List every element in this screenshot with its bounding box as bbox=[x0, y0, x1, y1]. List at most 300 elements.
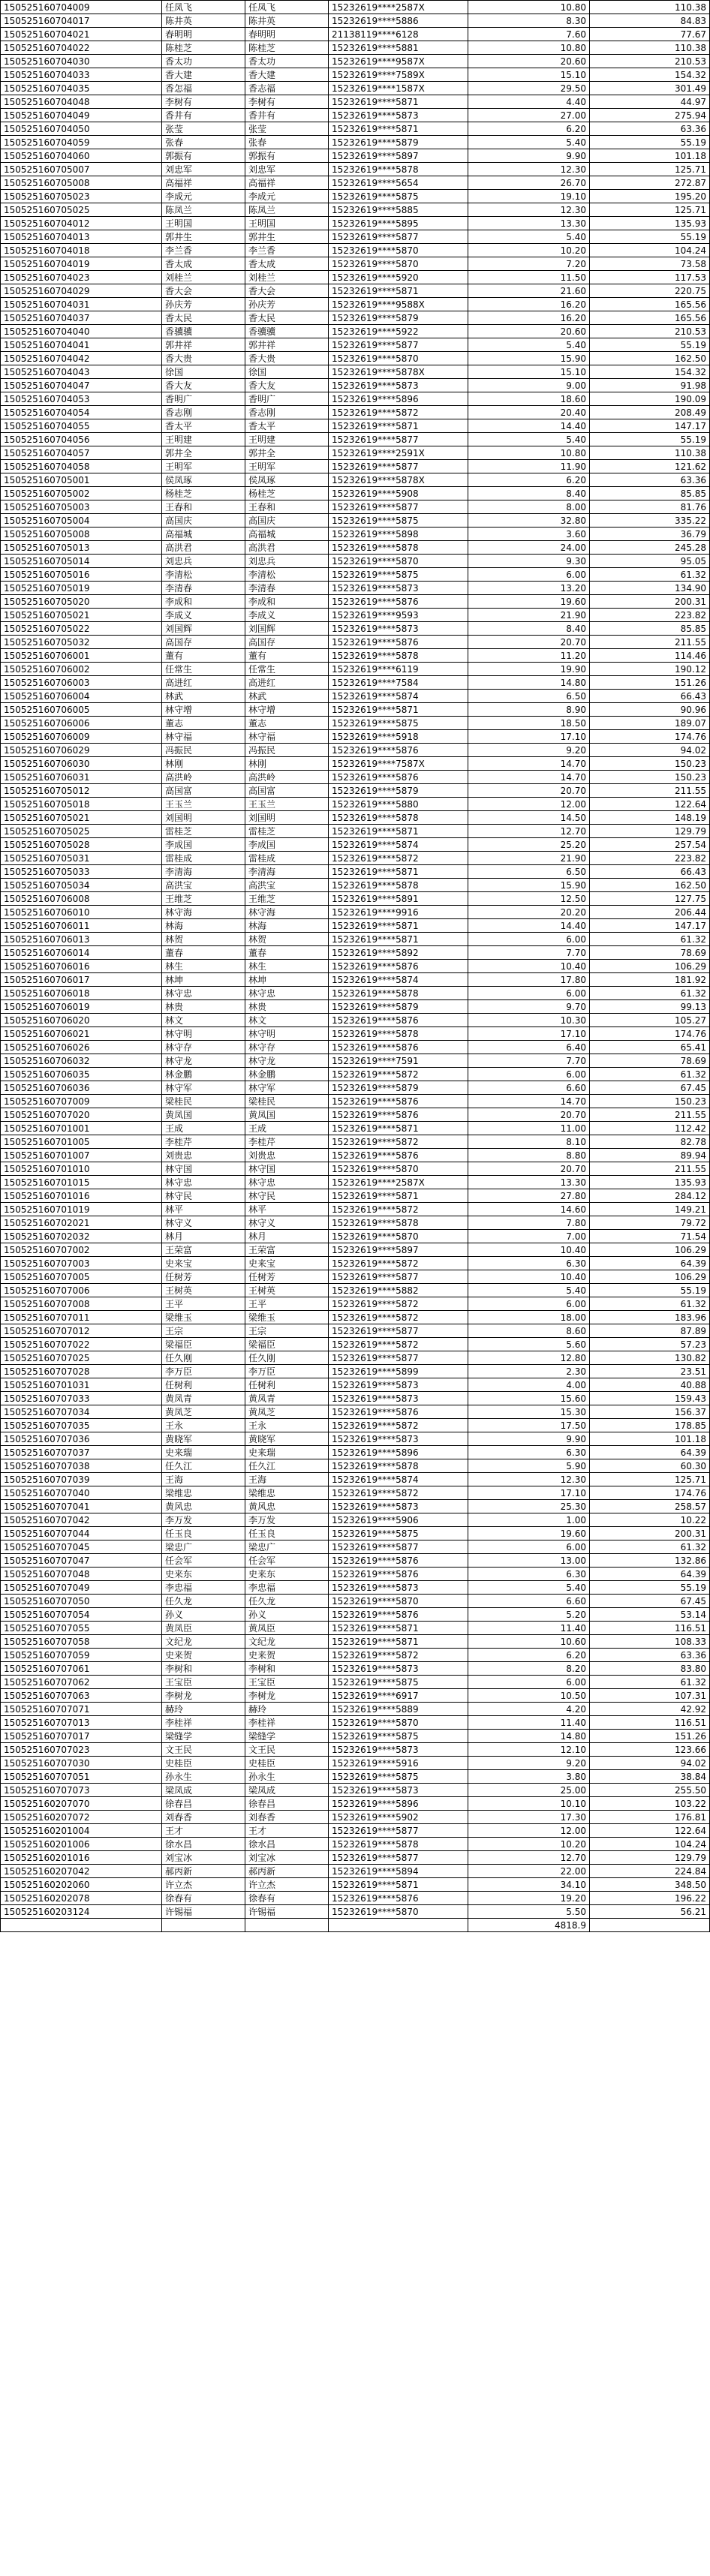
table-row bbox=[1, 852, 710, 865]
area-cell: 11.50 bbox=[468, 271, 590, 284]
table-row bbox=[1, 1351, 710, 1365]
farmer-name-cell: 王荣富 bbox=[245, 1243, 329, 1257]
farmer-name-cell: 文纪龙 bbox=[245, 1635, 329, 1649]
id-number-cell: 15232619****5872 bbox=[329, 1311, 468, 1324]
household-id-cell: 150525160706001 bbox=[1, 649, 162, 663]
id-number-cell: 15232619****5875 bbox=[329, 1730, 468, 1743]
area-cell: 19.60 bbox=[468, 1527, 590, 1540]
table-row bbox=[1, 825, 710, 838]
table-row bbox=[1, 1432, 710, 1446]
household-id-cell: 150525160707023 bbox=[1, 1743, 162, 1757]
farmer-name-cell: 梁忠广 bbox=[245, 1540, 329, 1554]
contractor-name-cell: 高洪君 bbox=[162, 541, 245, 555]
farmer-name-cell: 任久江 bbox=[245, 1459, 329, 1473]
amount-cell: 211.55 bbox=[590, 1162, 710, 1176]
area-cell: 6.30 bbox=[468, 1446, 590, 1459]
household-id-cell: 150525160701019 bbox=[1, 1203, 162, 1216]
household-id-cell: 150525160704037 bbox=[1, 311, 162, 325]
farmer-name-cell: 王宝臣 bbox=[245, 1676, 329, 1689]
area-cell: 9.00 bbox=[468, 379, 590, 392]
table-row bbox=[1, 1824, 710, 1838]
contractor-name-cell: 李成和 bbox=[162, 595, 245, 609]
amount-cell: 200.31 bbox=[590, 595, 710, 609]
amount-cell: 122.64 bbox=[590, 798, 710, 811]
farmer-name-cell: 香骥骥 bbox=[245, 325, 329, 338]
contractor-name-cell: 李树有 bbox=[162, 95, 245, 109]
farmer-name-cell: 史来东 bbox=[245, 1568, 329, 1581]
farmer-name-cell: 郭井全 bbox=[245, 446, 329, 460]
farmer-name-cell: 郭井祥 bbox=[245, 338, 329, 352]
table-row bbox=[1, 771, 710, 784]
amount-cell: 135.93 bbox=[590, 217, 710, 230]
id-number-cell: 15232619****2587X bbox=[329, 1, 468, 14]
table-row bbox=[1, 663, 710, 676]
household-id-cell: 150525160705021 bbox=[1, 811, 162, 825]
table-row bbox=[1, 1365, 710, 1378]
area-cell: 8.90 bbox=[468, 703, 590, 717]
area-cell: 19.20 bbox=[468, 1892, 590, 1905]
id-number-cell: 15232619****5876 bbox=[329, 1554, 468, 1568]
household-id-cell: 150525160707048 bbox=[1, 1568, 162, 1581]
area-cell: 2.30 bbox=[468, 1365, 590, 1378]
amount-cell: 67.45 bbox=[590, 1081, 710, 1095]
household-id-cell: 150525160701001 bbox=[1, 1122, 162, 1135]
farmer-name-cell: 刘国辉 bbox=[245, 622, 329, 636]
table-row bbox=[1, 1689, 710, 1703]
amount-cell: 210.53 bbox=[590, 325, 710, 338]
contractor-name-cell: 刘贵忠 bbox=[162, 1149, 245, 1162]
amount-cell: 44.97 bbox=[590, 95, 710, 109]
area-cell: 7.20 bbox=[468, 257, 590, 271]
household-id-cell: 150525160706029 bbox=[1, 744, 162, 757]
household-id-cell: 150525160705022 bbox=[1, 622, 162, 636]
id-number-cell: 15232619****5876 bbox=[329, 1041, 468, 1054]
household-id-cell: 150525160704043 bbox=[1, 365, 162, 379]
id-number-cell: 15232619****5871 bbox=[329, 933, 468, 946]
id-number-cell: 15232619****5872 bbox=[329, 1338, 468, 1351]
farmer-name-cell: 林守明 bbox=[245, 1027, 329, 1041]
amount-cell: 147.17 bbox=[590, 419, 710, 433]
amount-cell: 87.89 bbox=[590, 1324, 710, 1338]
amount-cell: 65.41 bbox=[590, 1041, 710, 1054]
household-id-cell: 150525160705014 bbox=[1, 555, 162, 568]
area-cell: 20.70 bbox=[468, 636, 590, 649]
contractor-name-cell: 史来瑞 bbox=[162, 1446, 245, 1459]
household-id-cell: 150525160706020 bbox=[1, 1014, 162, 1027]
table-row bbox=[1, 28, 710, 41]
contractor-name-cell: 王海 bbox=[162, 1473, 245, 1486]
household-id-cell: 150525160707061 bbox=[1, 1662, 162, 1676]
farmer-name-cell: 刘贵忠 bbox=[245, 1149, 329, 1162]
amount-cell: 63.36 bbox=[590, 1649, 710, 1662]
contractor-name-cell: 高福祥 bbox=[162, 176, 245, 190]
id-number-cell: 15232619****5877 bbox=[329, 1851, 468, 1865]
table-row bbox=[1, 257, 710, 271]
area-cell: 3.80 bbox=[468, 1770, 590, 1784]
id-number-cell: 15232619****5897 bbox=[329, 149, 468, 163]
contractor-name-cell: 梁忠广 bbox=[162, 1540, 245, 1554]
table-row bbox=[1, 14, 710, 28]
area-cell: 10.50 bbox=[468, 1689, 590, 1703]
id-number-cell: 15232619****5871 bbox=[329, 1189, 468, 1203]
id-number-cell: 15232619****5874 bbox=[329, 973, 468, 987]
amount-cell: 66.43 bbox=[590, 865, 710, 879]
contractor-name-cell: 郭井生 bbox=[162, 230, 245, 244]
farmer-name-cell: 王明建 bbox=[245, 433, 329, 446]
table-row bbox=[1, 1649, 710, 1662]
household-id-cell: 150525160706030 bbox=[1, 757, 162, 771]
id-number-cell: 15232619****5875 bbox=[329, 514, 468, 528]
table-row bbox=[1, 1486, 710, 1500]
area-cell: 10.10 bbox=[468, 1797, 590, 1811]
farmer-name-cell: 徐国 bbox=[245, 365, 329, 379]
id-number-cell: 15232619****5870 bbox=[329, 352, 468, 365]
id-number-cell: 15232619****5878 bbox=[329, 1216, 468, 1230]
contractor-name-cell: 郝丙新 bbox=[162, 1865, 245, 1878]
table-row bbox=[1, 1622, 710, 1635]
contractor-name-cell: 冯振民 bbox=[162, 744, 245, 757]
id-number-cell: 15232619****5877 bbox=[329, 460, 468, 473]
table-row bbox=[1, 1905, 710, 1919]
farmer-name-cell: 林贵 bbox=[245, 1000, 329, 1014]
contractor-name-cell: 王玉兰 bbox=[162, 798, 245, 811]
household-id-cell: 150525160705002 bbox=[1, 487, 162, 500]
area-cell: 29.50 bbox=[468, 82, 590, 95]
id-number-cell: 15232619****5870 bbox=[329, 1230, 468, 1243]
area-cell: 4.20 bbox=[468, 1703, 590, 1716]
farmer-name-cell: 香明广 bbox=[245, 392, 329, 406]
area-cell: 14.80 bbox=[468, 1730, 590, 1743]
contractor-name-cell: 雷桂芝 bbox=[162, 825, 245, 838]
table-row bbox=[1, 1730, 710, 1743]
farmer-name-cell: 黄风忠 bbox=[245, 1500, 329, 1513]
contractor-name-cell: 郭井祥 bbox=[162, 338, 245, 352]
contractor-name-cell: 香太民 bbox=[162, 311, 245, 325]
farmer-name-cell: 林守龙 bbox=[245, 1054, 329, 1068]
table-row bbox=[1, 1703, 710, 1716]
household-id-cell: 150525160702021 bbox=[1, 1216, 162, 1230]
amount-cell: 122.64 bbox=[590, 1824, 710, 1838]
household-id-cell: 150525160704018 bbox=[1, 244, 162, 257]
contractor-name-cell: 杨桂芝 bbox=[162, 487, 245, 500]
area-cell: 14.70 bbox=[468, 771, 590, 784]
farmer-name-cell: 黄凤国 bbox=[245, 1108, 329, 1122]
farmer-name-cell: 梁凤成 bbox=[245, 1784, 329, 1797]
id-number-cell: 15232619****5871 bbox=[329, 1878, 468, 1892]
table-row bbox=[1, 1608, 710, 1622]
contractor-name-cell: 董有 bbox=[162, 649, 245, 663]
household-id-cell: 150525160705008 bbox=[1, 176, 162, 190]
household-id-cell: 150525160705021 bbox=[1, 609, 162, 622]
id-number-cell: 15232619****5879 bbox=[329, 1000, 468, 1014]
table-row bbox=[1, 1378, 710, 1392]
household-id-cell: 150525160704055 bbox=[1, 419, 162, 433]
farmer-name-cell: 郭井生 bbox=[245, 230, 329, 244]
farmer-name-cell: 史桂臣 bbox=[245, 1757, 329, 1770]
farmer-name-cell: 林守忠 bbox=[245, 1176, 329, 1189]
amount-cell: 61.32 bbox=[590, 1068, 710, 1081]
contractor-name-cell: 黄凤国 bbox=[162, 1108, 245, 1122]
amount-cell: 64.39 bbox=[590, 1568, 710, 1581]
farmer-name-cell: 林守忠 bbox=[245, 987, 329, 1000]
amount-cell: 245.28 bbox=[590, 541, 710, 555]
area-cell: 9.20 bbox=[468, 744, 590, 757]
table-row bbox=[1, 919, 710, 933]
area-cell: 6.60 bbox=[468, 1081, 590, 1095]
farmer-name-cell: 郭振有 bbox=[245, 149, 329, 163]
id-number-cell: 15232619****5916 bbox=[329, 1757, 468, 1770]
amount-cell: 129.79 bbox=[590, 825, 710, 838]
contractor-name-cell: 林海 bbox=[162, 919, 245, 933]
area-cell: 6.20 bbox=[468, 1649, 590, 1662]
area-cell: 13.30 bbox=[468, 217, 590, 230]
farmer-name-cell: 杨桂芝 bbox=[245, 487, 329, 500]
household-id-cell: 150525160707038 bbox=[1, 1459, 162, 1473]
household-id-cell: 150525160705012 bbox=[1, 784, 162, 798]
area-cell: 1.00 bbox=[468, 1513, 590, 1527]
area-cell: 5.40 bbox=[468, 433, 590, 446]
contractor-name-cell: 林守忠 bbox=[162, 1176, 245, 1189]
amount-cell: 99.13 bbox=[590, 1000, 710, 1014]
table-row bbox=[1, 1865, 710, 1878]
farmer-name-cell: 李成国 bbox=[245, 838, 329, 852]
contractor-name-cell: 香太平 bbox=[162, 419, 245, 433]
farmer-name-cell: 高洪君 bbox=[245, 541, 329, 555]
area-cell: 14.60 bbox=[468, 1203, 590, 1216]
table-row bbox=[1, 636, 710, 649]
amount-cell: 85.85 bbox=[590, 487, 710, 500]
area-cell: 10.80 bbox=[468, 1, 590, 14]
household-id-cell: 150525160707035 bbox=[1, 1419, 162, 1432]
household-id-cell: 150525160707047 bbox=[1, 1554, 162, 1568]
farmer-name-cell: 刘忠兵 bbox=[245, 555, 329, 568]
table-row bbox=[1, 1581, 710, 1595]
farmer-name-cell: 林守军 bbox=[245, 1081, 329, 1095]
household-id-cell: 150525160704040 bbox=[1, 325, 162, 338]
farmer-name-cell: 冯振民 bbox=[245, 744, 329, 757]
table-row bbox=[1, 717, 710, 730]
household-id-cell: 150525160706010 bbox=[1, 906, 162, 919]
area-cell: 10.20 bbox=[468, 1838, 590, 1851]
id-number-cell: 15232619****5870 bbox=[329, 244, 468, 257]
id-number-cell: 15232619****5876 bbox=[329, 1405, 468, 1419]
amount-cell: 165.56 bbox=[590, 311, 710, 325]
farmer-name-cell: 林海 bbox=[245, 919, 329, 933]
contractor-name-cell: 高国庆 bbox=[162, 514, 245, 528]
amount-cell: 223.82 bbox=[590, 609, 710, 622]
contractor-name-cell: 林贺 bbox=[162, 933, 245, 946]
farmer-name-cell: 林坤 bbox=[245, 973, 329, 987]
amount-cell: 130.82 bbox=[590, 1351, 710, 1365]
household-id-cell: 150525160705016 bbox=[1, 568, 162, 582]
farmer-name-cell: 王明军 bbox=[245, 460, 329, 473]
household-id-cell: 150525160704029 bbox=[1, 284, 162, 298]
contractor-name-cell: 王才 bbox=[162, 1824, 245, 1838]
table-row bbox=[1, 230, 710, 244]
household-id-cell: 150525160706036 bbox=[1, 1081, 162, 1095]
area-cell: 13.00 bbox=[468, 1554, 590, 1568]
table-row bbox=[1, 1311, 710, 1324]
farmer-name-cell: 侯凤琢 bbox=[245, 473, 329, 487]
id-number-cell: 15232619****5877 bbox=[329, 1540, 468, 1554]
area-cell: 6.00 bbox=[468, 1540, 590, 1554]
area-cell: 5.90 bbox=[468, 1459, 590, 1473]
table-row bbox=[1, 973, 710, 987]
table-row bbox=[1, 271, 710, 284]
table-row bbox=[1, 1068, 710, 1081]
farmer-name-cell: 香志福 bbox=[245, 82, 329, 95]
farmer-name-cell: 李桂芹 bbox=[245, 1135, 329, 1149]
contractor-name-cell: 王春和 bbox=[162, 500, 245, 514]
table-row bbox=[1, 1838, 710, 1851]
farmer-name-cell: 刘春香 bbox=[245, 1811, 329, 1824]
table-row bbox=[1, 325, 710, 338]
id-number-cell: 15232619****5879 bbox=[329, 311, 468, 325]
area-cell: 15.60 bbox=[468, 1392, 590, 1405]
contractor-name-cell: 刘忠兵 bbox=[162, 555, 245, 568]
contractor-name-cell: 林守国 bbox=[162, 1162, 245, 1176]
table-row bbox=[1, 1419, 710, 1432]
household-id-cell: 150525160704013 bbox=[1, 230, 162, 244]
id-number-cell: 15232619****5878 bbox=[329, 811, 468, 825]
area-cell: 6.00 bbox=[468, 1068, 590, 1081]
household-id-cell: 150525160707073 bbox=[1, 1784, 162, 1797]
contractor-name-cell: 林坤 bbox=[162, 973, 245, 987]
household-id-cell: 150525160705020 bbox=[1, 595, 162, 609]
household-id-cell: 150525160707059 bbox=[1, 1649, 162, 1662]
amount-cell bbox=[590, 1919, 710, 1932]
area-cell: 9.70 bbox=[468, 1000, 590, 1014]
area-cell: 24.00 bbox=[468, 541, 590, 555]
id-number-cell: 15232619****9588X bbox=[329, 298, 468, 311]
amount-cell: 55.19 bbox=[590, 1284, 710, 1297]
table-row bbox=[1, 1243, 710, 1257]
id-number-cell: 15232619****5881 bbox=[329, 41, 468, 55]
id-number-cell: 15232619****5899 bbox=[329, 1365, 468, 1378]
contractor-name-cell: 王宗 bbox=[162, 1324, 245, 1338]
id-number-cell: 15232619****5873 bbox=[329, 1662, 468, 1676]
farmer-name-cell: 王海 bbox=[245, 1473, 329, 1486]
household-id-cell: 150525160704048 bbox=[1, 95, 162, 109]
area-cell: 8.10 bbox=[468, 1135, 590, 1149]
household-id-cell: 150525160704033 bbox=[1, 68, 162, 82]
area-cell: 7.60 bbox=[468, 28, 590, 41]
id-number-cell: 15232619****5873 bbox=[329, 1500, 468, 1513]
contractor-name-cell: 雷桂成 bbox=[162, 852, 245, 865]
area-cell: 14.80 bbox=[468, 676, 590, 690]
table-row bbox=[1, 1135, 710, 1149]
farmer-name-cell: 高国存 bbox=[245, 636, 329, 649]
household-id-cell: 150525160707063 bbox=[1, 1689, 162, 1703]
amount-cell: 132.86 bbox=[590, 1554, 710, 1568]
amount-cell: 101.18 bbox=[590, 149, 710, 163]
table-row bbox=[1, 879, 710, 892]
area-cell: 3.60 bbox=[468, 528, 590, 541]
amount-cell: 106.29 bbox=[590, 960, 710, 973]
table-row bbox=[1, 487, 710, 500]
id-number-cell: 15232619****5885 bbox=[329, 203, 468, 217]
household-id-cell: 150525160705025 bbox=[1, 825, 162, 838]
farmer-name-cell: 任树芳 bbox=[245, 1270, 329, 1284]
contractor-name-cell: 香太功 bbox=[162, 55, 245, 68]
farmer-name-cell: 张莹 bbox=[245, 122, 329, 136]
table-row bbox=[1, 1811, 710, 1824]
area-cell: 15.10 bbox=[468, 365, 590, 379]
table-row bbox=[1, 190, 710, 203]
table-row bbox=[1, 1176, 710, 1189]
amount-cell: 23.51 bbox=[590, 1365, 710, 1378]
amount-cell: 257.54 bbox=[590, 838, 710, 852]
id-number-cell: 15232619****5871 bbox=[329, 1122, 468, 1135]
amount-cell: 220.75 bbox=[590, 284, 710, 298]
id-number-cell: 15232619****6917 bbox=[329, 1689, 468, 1703]
farmer-name-cell: 高洪宝 bbox=[245, 879, 329, 892]
id-number-cell: 15232619****5873 bbox=[329, 622, 468, 636]
contractor-name-cell: 林平 bbox=[162, 1203, 245, 1216]
area-cell: 7.80 bbox=[468, 1216, 590, 1230]
amount-cell: 255.50 bbox=[590, 1784, 710, 1797]
household-id-cell: 150525160705007 bbox=[1, 163, 162, 176]
area-cell: 25.00 bbox=[468, 1784, 590, 1797]
household-id-cell: 150525160706021 bbox=[1, 1027, 162, 1041]
id-number-cell: 15232619****5894 bbox=[329, 1865, 468, 1878]
id-number-cell: 15232619****5898 bbox=[329, 528, 468, 541]
amount-cell: 108.33 bbox=[590, 1635, 710, 1649]
area-cell: 8.40 bbox=[468, 487, 590, 500]
amount-cell: 81.76 bbox=[590, 500, 710, 514]
area-cell: 13.30 bbox=[468, 1176, 590, 1189]
id-number-cell: 15232619****5877 bbox=[329, 338, 468, 352]
amount-cell: 63.36 bbox=[590, 122, 710, 136]
contractor-name-cell: 梁维玉 bbox=[162, 1311, 245, 1324]
contractor-name-cell: 任久刚 bbox=[162, 1351, 245, 1365]
household-id-cell: 150525160706002 bbox=[1, 663, 162, 676]
id-number-cell: 15232619****5873 bbox=[329, 1378, 468, 1392]
id-number-cell: 15232619****5871 bbox=[329, 1635, 468, 1649]
household-id-cell: 150525160701015 bbox=[1, 1176, 162, 1189]
household-id-cell: 150525160207070 bbox=[1, 1797, 162, 1811]
area-cell: 11.00 bbox=[468, 1122, 590, 1135]
farmer-name-cell: 李清松 bbox=[245, 568, 329, 582]
amount-cell: 134.90 bbox=[590, 582, 710, 595]
amount-cell: 159.43 bbox=[590, 1392, 710, 1405]
household-id-cell: 150525160705008 bbox=[1, 528, 162, 541]
farmer-name-cell: 刘忠军 bbox=[245, 163, 329, 176]
total-row bbox=[1, 1919, 710, 1932]
table-row bbox=[1, 433, 710, 446]
area-cell: 6.30 bbox=[468, 1568, 590, 1581]
contractor-name-cell: 林守义 bbox=[162, 1216, 245, 1230]
amount-cell: 125.71 bbox=[590, 203, 710, 217]
farmer-name-cell: 李树和 bbox=[245, 1662, 329, 1676]
household-id-cell: 150525160707006 bbox=[1, 1284, 162, 1297]
contractor-name-cell: 林守海 bbox=[162, 906, 245, 919]
contractor-name-cell: 林金鹏 bbox=[162, 1068, 245, 1081]
area-cell: 7.70 bbox=[468, 946, 590, 960]
area-cell: 20.60 bbox=[468, 55, 590, 68]
area-cell: 5.40 bbox=[468, 1581, 590, 1595]
household-id-cell: 150525160702032 bbox=[1, 1230, 162, 1243]
contractor-name-cell: 刘忠军 bbox=[162, 163, 245, 176]
area-cell: 16.20 bbox=[468, 298, 590, 311]
household-id-cell: 150525160707037 bbox=[1, 1446, 162, 1459]
farmer-name-cell: 高福祥 bbox=[245, 176, 329, 190]
table-row bbox=[1, 1527, 710, 1540]
farmer-name-cell: 刘国明 bbox=[245, 811, 329, 825]
table-row bbox=[1, 95, 710, 109]
household-id-cell: 150525160704057 bbox=[1, 446, 162, 460]
amount-cell: 178.85 bbox=[590, 1419, 710, 1432]
